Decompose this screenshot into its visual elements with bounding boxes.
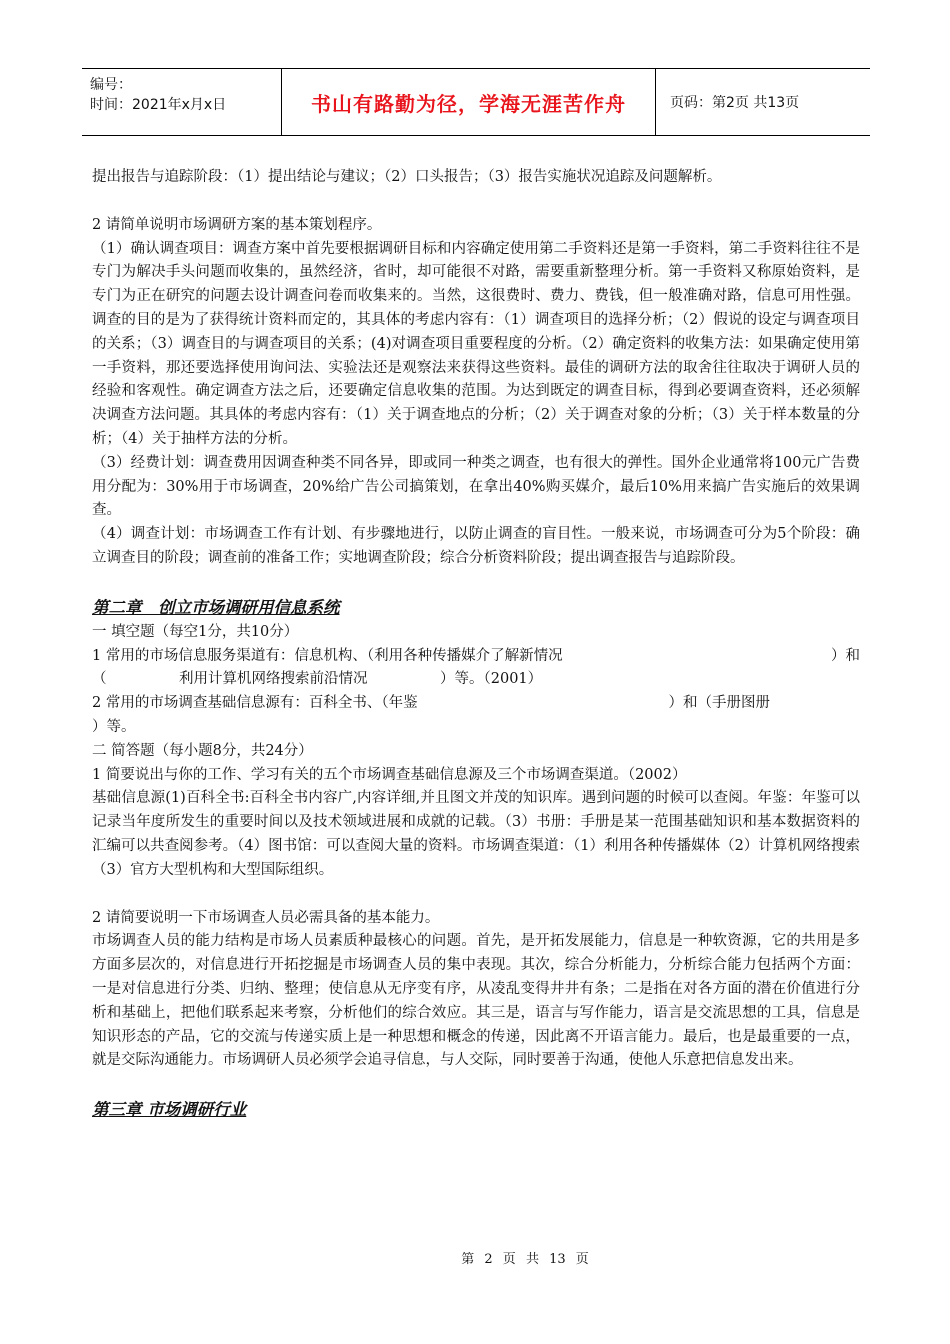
fill-question-2-line2: ）等。 [92,718,136,735]
spacer [92,1073,860,1097]
short-question-1-title: 1 简要说出与你的工作、学习有关的五个市场调查基础信息源及三个市场调查渠道。（2002） [92,766,687,783]
short-question-1-answer: 基础信息源(1)百科全书:百科全书内容广,内容详细,并且图文并茂的知识库。遇到问题的时候可以查阅。年鉴：年鉴可以记录当年度所发生的重要时间以及技术领域进展和成就的记载。（3）书册：手册是某一范围基础知识和基本数据资料的汇编可以共查阅参考。（4）图书馆：可以查阅大量的资料。市场调查渠道：（1）利用各种传播媒体（2）计算机网络搜索（3）官方大型机构和大型国际组织。 [92,790,860,878]
footer-page-number: 2 [484,1252,493,1267]
footer-total-number: 13 [549,1252,566,1267]
question-2-answer-budget: （3）经费计划：调查费用因调查种类不同各异，即或同一种类之调查，也有很大的弹性。国外企业通常将100元广告费用分配为：30%用于市场调查，20%给广告公司搞策划，在拿出40%购买媒介，最后10%用来搞广告实施后的效果调查。 [92,454,860,519]
fill-question-1-line2: （ 利用计算机网络搜索前沿情况 ）等。（2001） [92,671,543,688]
header-number-label: 编号： [90,77,132,93]
header-motto: 书山有路勤为径，学海无涯苦作舟 [282,69,656,135]
header-page-label: 页码：第2页 共13页 [670,95,800,111]
spacer [92,571,860,595]
short-question-2-title: 2 请简要说明一下市场调查人员必需具备的基本能力。 [92,909,440,926]
footer-page-unit: 页 [502,1252,516,1267]
section-fill-blank-heading: 一 填空题（每空1分，共10分） [92,623,299,640]
fill-question-2-line1 [92,692,860,716]
question-2-title: 2 请简单说明市场调研方案的基本策划程序。 [92,216,382,233]
section-short-answer-heading: 二 简答题（每小题8分，共24分） [92,742,313,759]
document-header [82,68,870,136]
header-meta [82,69,282,135]
fill-question-2-part-a: 2 常用的市场调查基础信息源有：百科全书、（年鉴 [92,695,418,712]
short-question-2-answer: 市场调查人员的能力结构是市场人员素质种最核心的问题。首先，是开拓发展能力，信息是一种软资源，它的共用是多方面多层次的，对信息进行开拓挖掘是市场调查人员的集中表现。其次，综合分析能力，分析综合能力包括两个方面：一是对信息进行分类、归纳、整理；使信息从无序变有序，从凌乱变得井井有条；二是指在对各方面的潜在价值进行分析和基础上，把他们联系起来考察，分析他们的综合效应。其三是，语言与写作能力，语言是交流思想的工具，信息是知识形态的产品，它的交流与传递实质上是一种思想和概念的传递，因此离不开语言能力。最后，也是最重要的一点，就是交际沟通能力。市场调研人员必须学会追寻信息，与人交际，同时要善于沟通，使他人乐意把信息发出来。 [92,933,860,1069]
footer-total-unit: 页 [575,1252,589,1267]
chapter-2-heading: 第二章 创立市场调研用信息系统 [92,597,340,617]
question-2-answer-plan: （4）调查计划：市场调查工作有计划、有步骤地进行，以防止调查的盲目性。一般来说，市场调查可分为5个阶段：确立调查目的阶段；调查前的准备工作；实地调查阶段；综合分析资料阶段；提出调查报告与追踪阶段。 [92,526,860,566]
page-footer [0,1248,950,1267]
document-body [92,166,860,1123]
footer-total-word: 共 [525,1252,539,1267]
paragraph-report-stage: 提出报告与追踪阶段：（1）提出结论与建议；（2）口头报告；（3）报告实施状况追踪及问题解析。 [92,169,722,185]
fill-question-1-line1 [92,645,860,669]
header-date-label: 时间：2021年x月x日 [90,97,227,113]
spacer [92,190,860,214]
fill-question-1-part-a: 1 常用的市场信息服务渠道有：信息机构、（利用各种传播媒介了解新情况 [92,647,563,664]
question-2-answer-part1: （1）确认调查项目：调查方案中首先要根据调研目标和内容确定使用第二手资料还是第一手资料，第二手资料往往不是专门为解决手头问题而收集的，虽然经济，省时，却可能很不对路，需要重新整理分析。第一手资料又称原始资料，是专门为正在研究的问题去设计调查问卷而收集来的。当然，这很费时、费力、费钱，但一般准确对路，信息可用性强。调查的目的是为了获得统计资料而定的，其具体的考虑内容有：（1）调查项目的选择分析；（2）假说的设定与调查项目的关系；（3）调查目的与调查项目的关系；(4)对调查项目重要程度的分析。（2）确定资料的收集方法：如果确定使用第一手资料，那还要选择使用询问法、实验法还是观察法来获得这些资料。最佳的调研方法的取舍往往取决于调研人员的经验和客观性。确定调查方法之后，还要确定信息收集的范围。为达到既定的调查目标，得到必要调查资料，还必须解决调查方法问题。其具体的考虑内容有：（1）关于调查地点的分析；（2）关于调查对象的分析；（3）关于样本数量的分析；（4）关于抽样方法的分析。 [92,240,860,447]
footer-page-word: 第 [461,1252,475,1267]
chapter-3-heading: 第三章 市场调研行业 [92,1100,247,1120]
fill-question-1-part-b: ）和 [831,647,860,664]
spacer [92,883,860,907]
fill-question-2-part-b: ）和（手册图册 [668,695,770,712]
